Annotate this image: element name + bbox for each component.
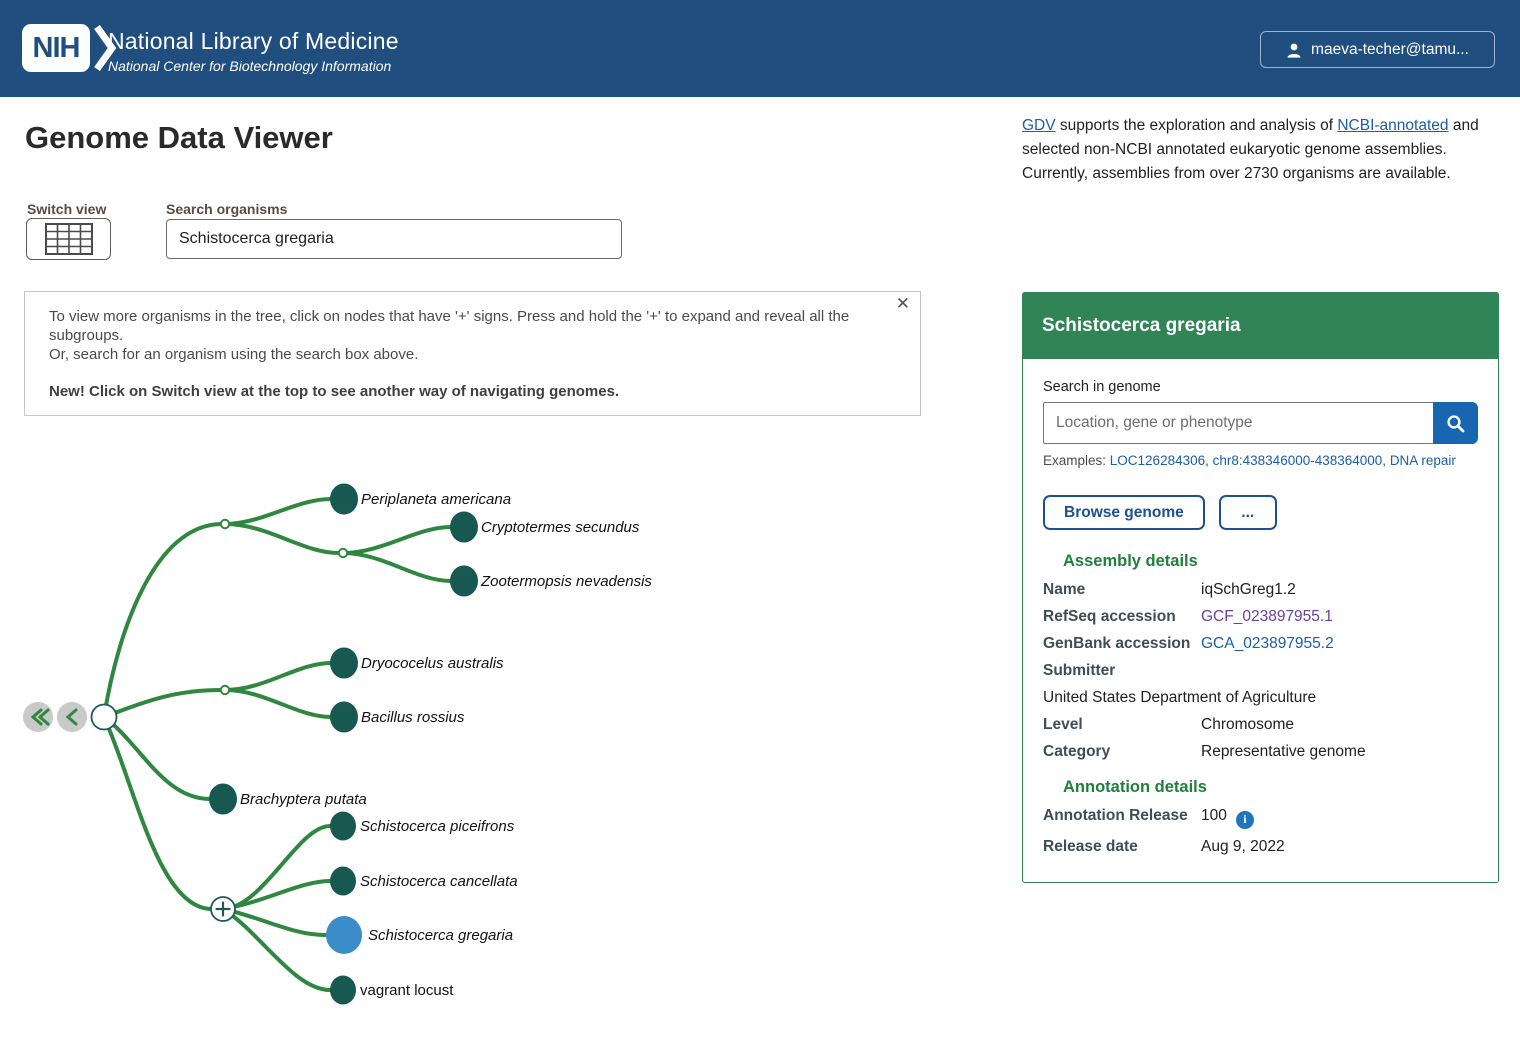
assembly-details-heading: Assembly details: [1063, 552, 1198, 570]
leaf-node[interactable]: [330, 484, 358, 515]
leaf-label[interactable]: Periplaneta americana: [361, 491, 512, 508]
leaf-label[interactable]: Bacillus rossius: [361, 709, 465, 726]
table-view-icon: [45, 223, 93, 255]
leaf-label[interactable]: Zootermopsis nevadensis: [481, 573, 652, 590]
refseq-accession-label: RefSeq accession: [1043, 608, 1176, 625]
genome-panel-header: [1022, 292, 1499, 359]
page-title: Genome Data Viewer: [25, 120, 333, 155]
tree-help-notice: [24, 291, 921, 416]
release-date-value: Aug 9, 2022: [1201, 837, 1285, 855]
notice-line-1: To view more organisms in the tree, click on nodes that have '+' signs. Press and hold the '+' to expand and reveal all the subgroups.: [49, 308, 850, 344]
leaf-label[interactable]: vagrant locust: [360, 982, 454, 999]
tree-expand-node[interactable]: [211, 897, 235, 921]
examples-separator: ,: [1205, 453, 1213, 468]
nih-logo-text: NIH: [22, 24, 90, 72]
annotation-release-value: 100: [1201, 807, 1227, 824]
genome-panel-title: Schistocerca gregaria: [1042, 314, 1241, 336]
nih-logo[interactable]: [22, 24, 118, 72]
search-in-genome-input[interactable]: [1043, 402, 1433, 444]
genbank-accession-link[interactable]: GCA_023897955.2: [1201, 635, 1334, 652]
gdv-intro-paragraph: [1022, 114, 1494, 186]
phylogenetic-tree: [0, 440, 760, 1036]
user-icon: [1286, 42, 1302, 58]
more-options-button[interactable]: ...: [1219, 495, 1277, 530]
leaf-node[interactable]: [330, 976, 356, 1005]
tree-branches: [104, 499, 451, 990]
gdv-link[interactable]: GDV: [1022, 117, 1056, 134]
tree-internal-node[interactable]: [221, 686, 229, 694]
leaf-label[interactable]: Schistocerca piceifrons: [360, 818, 515, 835]
tree-internal-node[interactable]: [339, 549, 347, 557]
example-link-loc[interactable]: LOC126284306: [1109, 453, 1206, 468]
notice-new-feature: New! Click on Switch view at the top to see another way of navigating genomes.: [49, 383, 620, 400]
example-link-phenotype[interactable]: DNA repair: [1389, 453, 1456, 468]
search-icon: [1446, 414, 1465, 433]
intro-text-2: and selected non-NCBI annotated eukaryotic genome assemblies. Currently, assemblies from over 2730 organisms are available.: [1022, 117, 1479, 182]
search-organisms-label: Search organisms: [166, 201, 288, 217]
leaf-label[interactable]: Schistocerca cancellata: [360, 873, 518, 890]
ncbi-annotated-link[interactable]: NCBI-annotated: [1337, 117, 1449, 134]
leaf-node[interactable]: [330, 812, 356, 841]
intro-text-1: supports the exploration and analysis of: [1055, 117, 1338, 134]
examples-separator: ,: [1382, 453, 1390, 468]
tree-root-node[interactable]: [92, 705, 117, 730]
assembly-name-label: Name: [1043, 581, 1086, 598]
leaf-label[interactable]: Cryptotermes secundus: [481, 519, 640, 536]
assembly-name-value: iqSchGreg1.2: [1201, 581, 1296, 598]
leaf-node[interactable]: [330, 702, 358, 733]
tree-internal-node[interactable]: [221, 520, 229, 528]
switch-view-button[interactable]: [26, 218, 111, 260]
leaf-node[interactable]: [330, 648, 358, 679]
annotation-details-table: [1043, 807, 1478, 856]
example-link-location[interactable]: chr8:438346000-438364000: [1212, 453, 1383, 468]
leaf-label-selected[interactable]: Schistocerca gregaria: [368, 927, 514, 944]
assembly-details-table: [1043, 581, 1478, 761]
leaf-node[interactable]: [450, 512, 478, 543]
leaf-node-selected[interactable]: [326, 916, 362, 954]
refseq-accession-link[interactable]: GCF_023897955.1: [1201, 608, 1333, 625]
level-label: Level: [1043, 716, 1083, 733]
annotation-details-heading: Annotation details: [1063, 778, 1207, 796]
category-label: Category: [1043, 743, 1111, 760]
info-icon[interactable]: i: [1236, 811, 1254, 829]
genbank-accession-label: GenBank accession: [1043, 635, 1191, 652]
top-banner: [0, 0, 1520, 97]
examples-label: Examples:: [1043, 453, 1110, 468]
search-examples: [1043, 453, 1478, 468]
leaf-node[interactable]: [330, 867, 356, 896]
leaf-label[interactable]: Brachyptera putata: [240, 791, 367, 808]
ncbi-subtitle: National Center for Biotechnology Information: [108, 58, 392, 74]
level-value: Chromosome: [1201, 716, 1295, 733]
account-button[interactable]: [1260, 31, 1495, 68]
leaf-node[interactable]: [450, 566, 478, 597]
search-in-genome-label: Search in genome: [1043, 379, 1161, 395]
leaf-label[interactable]: Dryococelus australis: [361, 655, 504, 672]
annotation-release-label: Annotation Release: [1043, 807, 1188, 824]
close-icon[interactable]: ✕: [895, 294, 910, 313]
search-organisms-input[interactable]: [166, 219, 622, 259]
category-value: Representative genome: [1201, 743, 1366, 760]
collapse-all-button[interactable]: [23, 702, 53, 732]
account-label: maeva-techer@tamu...: [1311, 40, 1469, 58]
nlm-title: National Library of Medicine: [108, 28, 399, 54]
collapse-one-button[interactable]: [57, 702, 87, 732]
submitter-value: United States Department of Agriculture: [1043, 689, 1317, 706]
browse-genome-button[interactable]: Browse genome: [1043, 495, 1205, 530]
switch-view-label: Switch view: [27, 201, 107, 217]
genome-search-button[interactable]: [1433, 402, 1478, 444]
release-date-label: Release date: [1043, 837, 1138, 855]
leaf-node[interactable]: [209, 784, 237, 815]
genome-details-panel: [1022, 292, 1499, 883]
notice-line-2: Or, search for an organism using the search box above.: [49, 346, 419, 363]
submitter-label: Submitter: [1043, 662, 1116, 679]
banner-titles: [108, 28, 399, 74]
